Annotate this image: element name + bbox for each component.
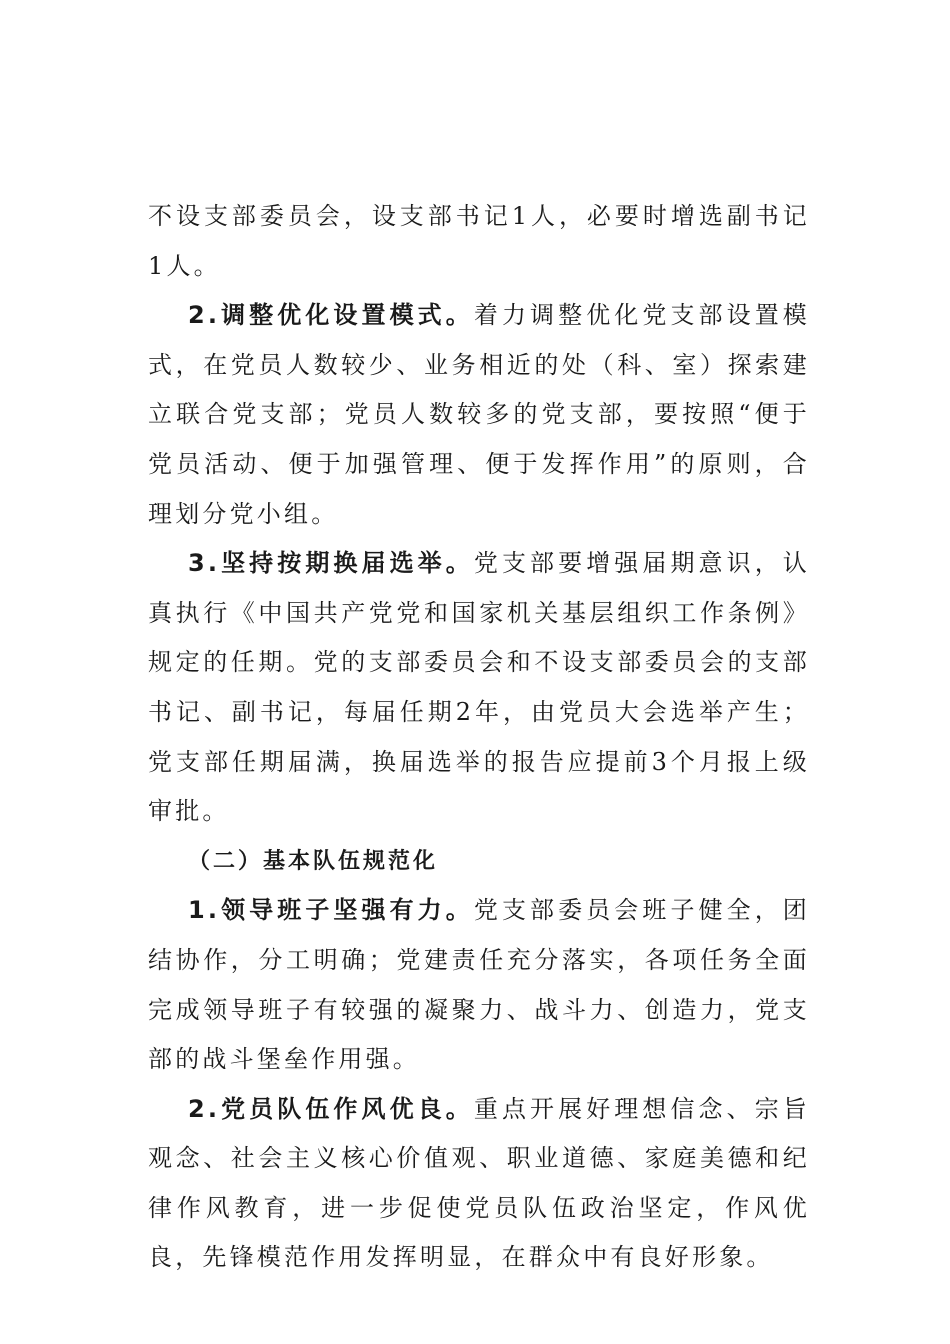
document-body <box>148 192 810 1283</box>
paragraph-lead: 1.领导班子坚强有力。 <box>188 896 474 925</box>
paragraph-election-schedule <box>148 539 810 837</box>
paragraph-member-conduct <box>148 1085 810 1283</box>
paragraph-lead: 2.党员队伍作风优良。 <box>188 1094 474 1123</box>
paragraph-adjust-optimize-mode <box>148 291 810 539</box>
paragraph-lead: 2.调整优化设置模式。 <box>188 301 474 330</box>
paragraph-text: 不设支部委员会，设支部书记1人，必要时增选副书记1人。 <box>148 202 810 280</box>
paragraph-text: 党支部要增强届期意识，认真执行《中国共产党党和国家机关基层组织工作条例》规定的任期。党的支部委员会和不设支部委员会的支部书记、副书记，每届任期2年，由党员大会选举产生；党支部任期届满，换届选举的报告应提前3个月报上级审批。 <box>148 549 810 826</box>
paragraph-text: 党支部委员会班子健全，团结协作，分工明确；党建责任充分落实，各项任务全面完成领导班子有较强的凝聚力、战斗力、创造力，党支部的战斗堡垒作用强。 <box>148 896 810 1074</box>
paragraph-continuation <box>148 192 810 291</box>
paragraph-leadership-team <box>148 886 810 1084</box>
paragraph-text: 着力调整优化党支部设置模式，在党员人数较少、业务相近的处（科、室）探索建立联合党支部；党员人数较多的党支部，要按照“便于党员活动、便于加强管理、便于发挥作用”的原则，合理划分党小组。 <box>148 301 810 528</box>
paragraph-text: 重点开展好理想信念、宗旨观念、社会主义核心价值观、职业道德、家庭美德和纪律作风教育，进一步促使党员队伍政治坚定，作风优良，先锋模范作用发挥明显，在群众中有良好形象。 <box>148 1094 810 1272</box>
paragraph-lead: 3.坚持按期换届选举。 <box>188 549 474 578</box>
section-heading: （二）基本队伍规范化 <box>188 848 439 874</box>
